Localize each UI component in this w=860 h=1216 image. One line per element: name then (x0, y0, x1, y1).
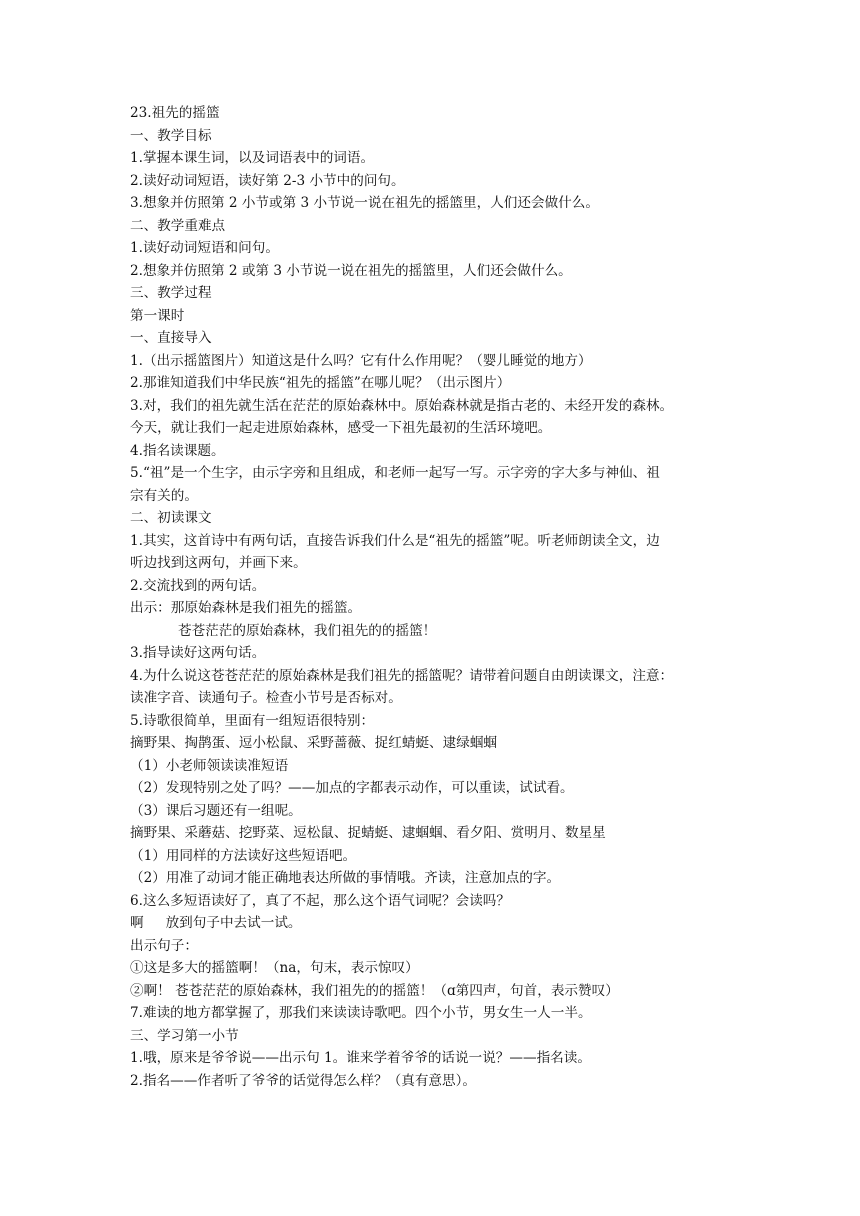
paragraph: 1.读好动词短语和问句。 (130, 240, 279, 256)
paragraph: 出示：那原始森林是我们祖先的摇篮。 (130, 600, 362, 616)
paragraph: （1）小老师领读读准短语 (130, 757, 289, 774)
section-heading: 二、初读课文 (130, 510, 212, 526)
paragraph: 7.难读的地方都掌握了，那我们来读读诗歌吧。四个小节，男女生一人一半。 (130, 1005, 592, 1021)
paragraph: 出示句子： (130, 937, 198, 954)
document-page (130, 102, 740, 1092)
phrase-list: 摘野果、采蘑菇、挖野菜、逗松鼠、捉蜻蜓、逮蝈蝈、看夕阳、赏明月、数星星 (130, 825, 606, 841)
section-heading: 三、学习第一小节 (130, 1027, 239, 1044)
example-sentence: ①这是多大的摇篮啊！（na，句末，表示惊叹） (130, 960, 419, 976)
section-heading: 一、教学目标 (130, 127, 212, 144)
paragraph: 1.其实，这首诗中有两句话，直接告诉我们什么是“祖先的摇篮”呢。听老师朗读全文，边 (130, 532, 660, 549)
interjection-word: 啊 (130, 915, 144, 931)
paragraph: 2.那谁知道我们中华民族“祖先的摇篮”在哪儿呢？（出示图片） (130, 375, 511, 391)
paragraph: 2.交流找到的两句话。 (130, 577, 266, 594)
paragraph: （2）用准了动词才能正确地表达所做的事情哦。齐读，注意加点的字。 (130, 870, 561, 886)
paragraph: 读准字音、读通句子。检查小节号是否标对。 (130, 690, 402, 706)
paragraph: （3）课后习题还有一组呢。 (130, 802, 302, 819)
paragraph: 今天，就让我们一起走进原始森林，感受一下祖先最初的生活环境吧。 (130, 420, 552, 436)
phrase-list: 摘野果、掏鹊蛋、逗小松鼠、采野蔷薇、捉红蜻蜓、逮绿蝈蝈 (130, 735, 498, 751)
paragraph: 4.为什么说这苍苍茫茫的原始森林是我们祖先的摇篮呢？请带着问题自由朗读课文，注意： (130, 667, 674, 684)
paragraph: 5.“祖”是一个生字，由示字旁和且组成，和老师一起写一写。示字旁的字大多与神仙、祖 (130, 465, 660, 481)
paragraph: （2）发现特别之处了吗？——加点的字都表示动作，可以重读，试试看。 (130, 780, 574, 796)
paragraph: 3.指导读好这两句话。 (130, 645, 266, 661)
paragraph: 2.指名——作者听了爷爷的话觉得怎么样？（真有意思）。 (130, 1072, 477, 1089)
section-heading: 一、直接导入 (130, 330, 212, 346)
paragraph: 2.想象并仿照第 2 或第 3 小节说一说在祖先的摇篮里，人们还会做什么。 (130, 262, 572, 279)
doc-title: 23.祖先的摇篮 (130, 105, 220, 121)
paragraph: 1.（出示摇篮图片）知道这是什么吗？它有什么作用呢？（婴儿睡觉的地方） (130, 352, 592, 369)
paragraph: 3.想象并仿照第 2 小节或第 3 小节说一说在祖先的摇篮里，人们还会做什么。 (130, 195, 599, 211)
section-heading: 二、教学重难点 (130, 217, 226, 234)
paragraph (130, 912, 740, 935)
paragraph: 2.读好动词短语，读好第 2-3 小节中的问句。 (130, 172, 405, 189)
paragraph-tail: 放到句子中去试一试。 (165, 915, 302, 931)
paragraph: 听边找到这两句，并画下来。 (130, 555, 307, 571)
paragraph: 1.哦，原来是爷爷说——出示句 1。谁来学着爷爷的话说一说？——指名读。 (130, 1050, 591, 1066)
paragraph: 6.这么多短语读好了，真了不起，那么这个语气词呢？会读吗？ (130, 892, 510, 909)
paragraph: （1）用同样的方法读好这些短语吧。 (130, 847, 357, 864)
example-sentence: ②啊！ 苍苍茫茫的原始森林，我们祖先的的摇篮！（ɑ第四声，句首，表示赞叹） (130, 982, 619, 999)
paragraph: 1.掌握本课生词，以及词语表中的词语。 (130, 150, 375, 166)
indented-quote: 苍苍茫茫的原始森林，我们祖先的的摇篮！ (178, 622, 437, 639)
subheading: 第一课时 (130, 307, 185, 324)
paragraph: 5.诗歌很简单，里面有一组短语很特别： (130, 712, 375, 729)
paragraph: 4.指名读课题。 (130, 442, 225, 459)
paragraph: 3.对，我们的祖先就生活在茫茫的原始森林中。原始森林就是指古老的、未经开发的森林。 (130, 397, 674, 414)
section-heading: 三、教学过程 (130, 285, 212, 301)
paragraph: 宗有关的。 (130, 487, 198, 504)
